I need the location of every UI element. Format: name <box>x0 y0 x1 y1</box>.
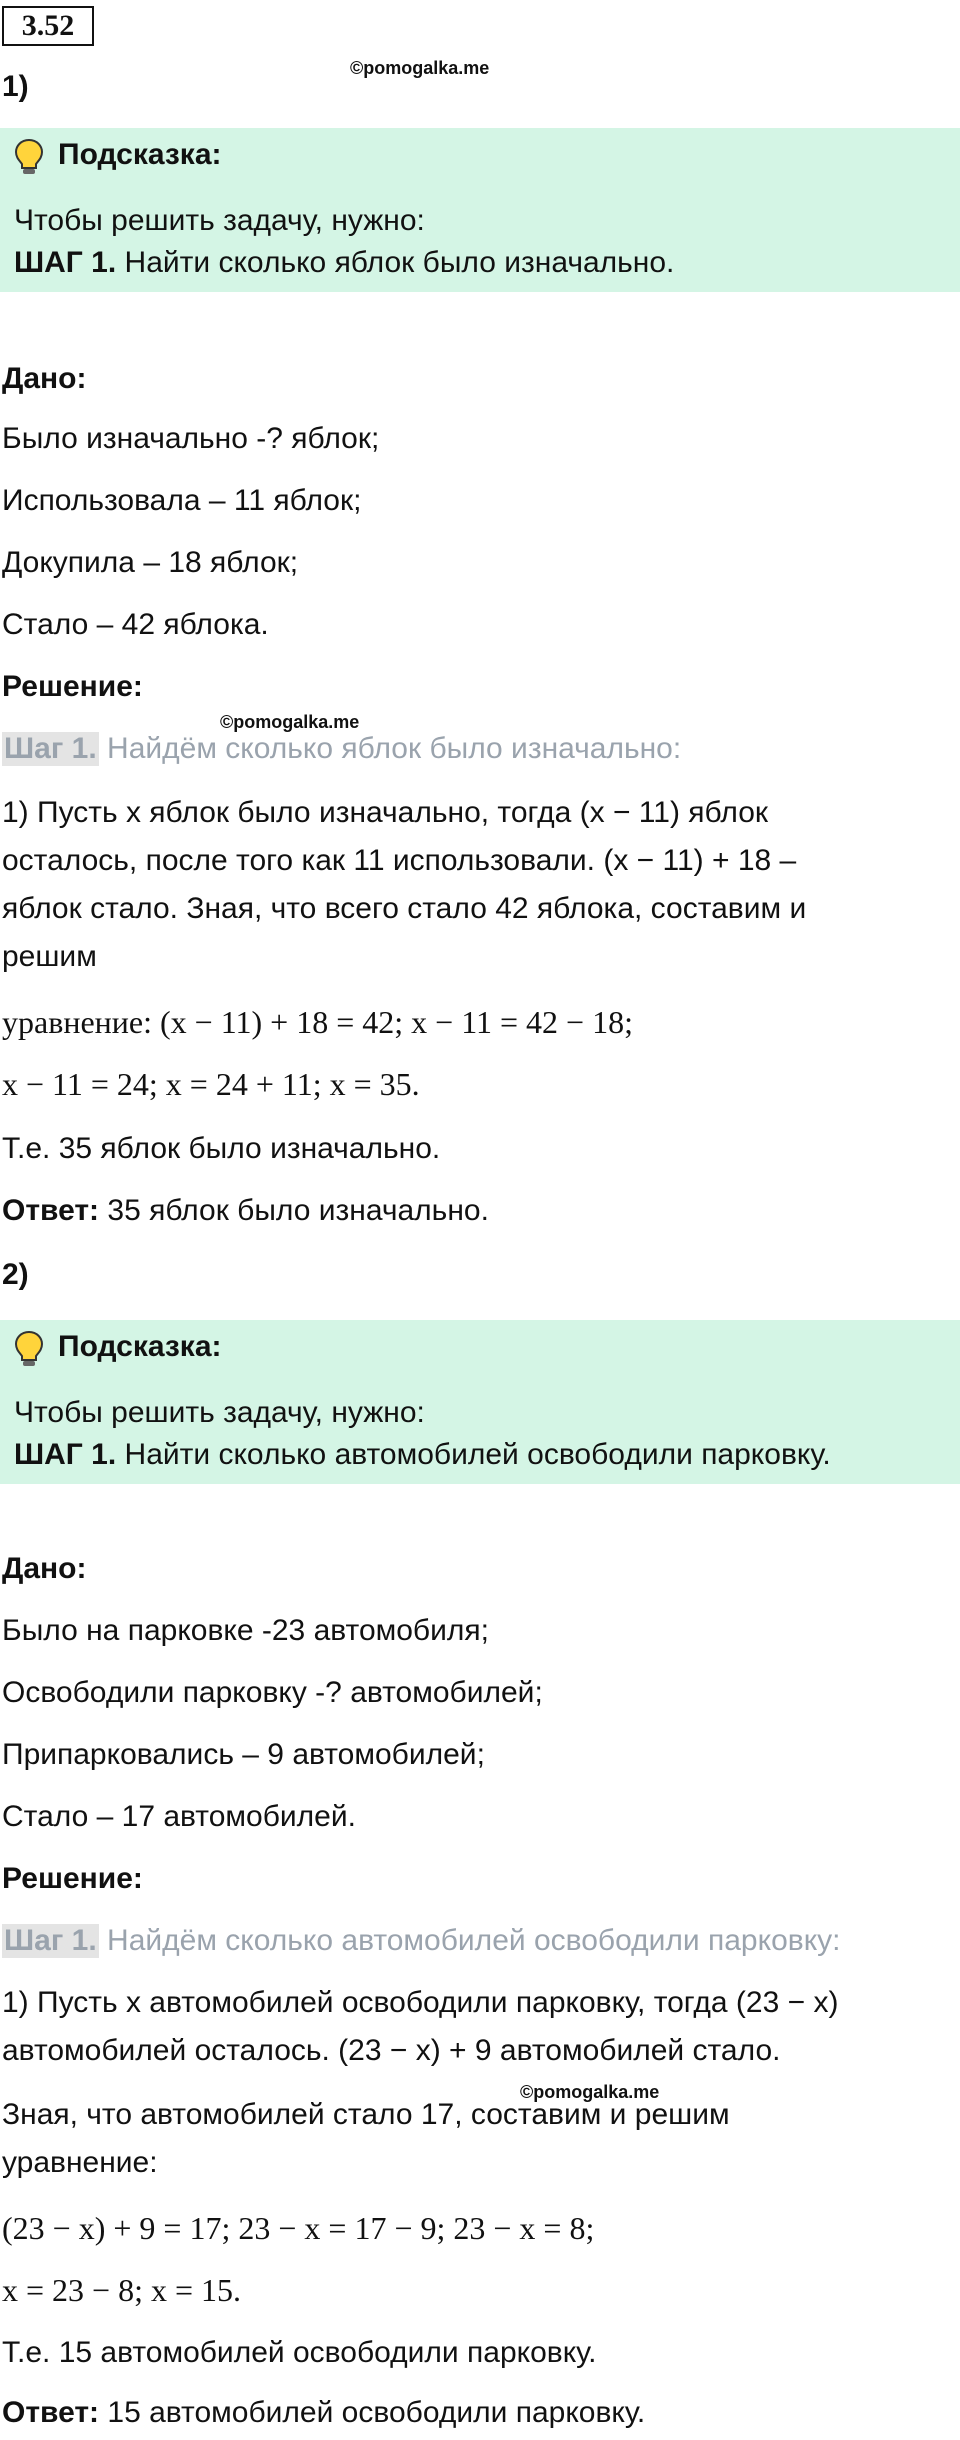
step-heading-2 <box>2 1924 841 1958</box>
hint-step-text: Найти сколько яблок было изначально. <box>116 246 675 279</box>
given-title-1: Дано: <box>2 362 87 395</box>
hint-title: Подсказка: <box>58 1330 222 1363</box>
hint-title: Подсказка: <box>58 138 222 171</box>
solution-line: 1) Пусть x яблок было изначально, тогда (x − 11) яблок <box>2 796 769 829</box>
watermark: ©pomogalka.me <box>220 712 360 732</box>
equation-line: (23 − x) + 9 = 17; 23 − x = 17 − 9; 23 − x = 8; <box>2 2210 595 2246</box>
step-label: Шаг 1. <box>4 1924 97 1957</box>
conclusion-1: Т.е. 35 яблок было изначально. <box>2 1132 441 1165</box>
hint-intro: Чтобы решить задачу, нужно: <box>14 204 425 237</box>
conclusion-2: Т.е. 15 автомобилей освободили парковку. <box>2 2336 597 2369</box>
solution-line: решим <box>2 940 97 973</box>
hint-intro: Чтобы решить задачу, нужно: <box>14 1396 425 1429</box>
solution-line: Зная, что автомобилей стало 17, составим и решим <box>2 2098 730 2131</box>
answer-text: 35 яблок было изначально. <box>99 1194 489 1227</box>
hint-step <box>14 1438 831 1472</box>
equation-line: уравнение: (x − 11) + 18 = 42; x − 11 = 42 − 18; <box>2 1004 633 1040</box>
hint-step-label: ШАГ 1. <box>14 1438 117 1471</box>
equation-line: x = 23 − 8; x = 15. <box>2 2272 242 2308</box>
watermark: ©pomogalka.me <box>350 58 490 78</box>
solution-title-1: Решение: <box>2 670 143 703</box>
problem-number: 3.52 <box>2 6 94 46</box>
given-line: Было на парковке -23 автомобиля; <box>2 1614 489 1647</box>
step-text: Найдём сколько яблок было изначально: <box>98 732 682 765</box>
solution-line: автомобилей осталось. (23 − x) + 9 автомобилей стало. <box>2 2034 781 2067</box>
lightbulb-icon <box>14 138 44 176</box>
given-title-2: Дано: <box>2 1552 87 1585</box>
hint-step-text: Найти сколько автомобилей освободили парковку. <box>116 1438 831 1471</box>
given-line: Докупила – 18 яблок; <box>2 546 299 579</box>
solution-line: яблок стало. Зная, что всего стало 42 яблока, составим и <box>2 892 807 925</box>
answer-1 <box>2 1194 489 1228</box>
answer-label: Ответ: <box>2 2396 100 2429</box>
given-line: Использовала – 11 яблок; <box>2 484 362 517</box>
solution-title-2: Решение: <box>2 1862 143 1895</box>
step-heading-1 <box>2 732 681 766</box>
solution-line: осталось, после того как 11 использовали. (x − 11) + 18 – <box>2 844 797 877</box>
hint-step <box>14 246 674 280</box>
given-line: Припарковались – 9 автомобилей; <box>2 1738 485 1771</box>
part-2-label: 2) <box>2 1258 29 1291</box>
step-text: Найдём сколько автомобилей освободили парковку: <box>98 1924 841 1957</box>
part-1-label: 1) <box>2 70 29 103</box>
given-line: Стало – 17 автомобилей. <box>2 1800 356 1833</box>
equation-line: x − 11 = 24; x = 24 + 11; x = 35. <box>2 1066 420 1102</box>
answer-2 <box>2 2396 645 2430</box>
step-label: Шаг 1. <box>4 732 97 765</box>
given-line: Было изначально -? яблок; <box>2 422 380 455</box>
hint-box-2 <box>0 1320 960 1484</box>
watermark: ©pomogalka.me <box>520 2082 660 2102</box>
solution-line: 1) Пусть x автомобилей освободили парковку, тогда (23 − x) <box>2 1986 839 2019</box>
lightbulb-icon <box>14 1330 44 1368</box>
solution-line: уравнение: <box>2 2146 158 2179</box>
answer-text: 15 автомобилей освободили парковку. <box>99 2396 646 2429</box>
given-line: Стало – 42 яблока. <box>2 608 269 641</box>
hint-step-label: ШАГ 1. <box>14 246 117 279</box>
given-line: Освободили парковку -? автомобилей; <box>2 1676 543 1709</box>
hint-box-1 <box>0 128 960 292</box>
answer-label: Ответ: <box>2 1194 100 1227</box>
